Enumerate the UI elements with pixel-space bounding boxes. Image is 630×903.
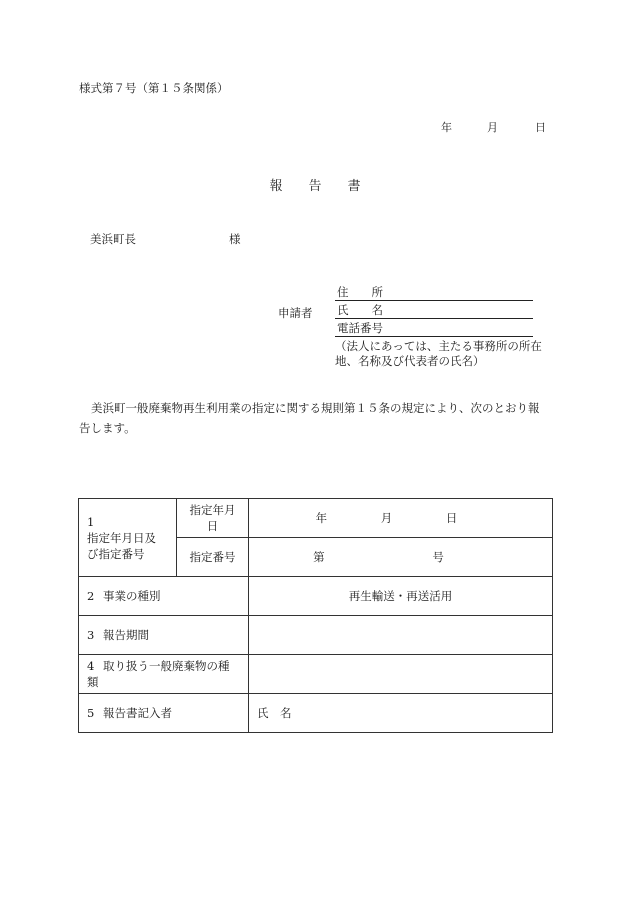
addressee-name: 美浜町長 <box>90 232 136 246</box>
designation-label-cell <box>79 499 177 577</box>
date-month-label: 月 <box>487 121 498 134</box>
row-number: 5 <box>87 706 95 720</box>
designation-date-value-cell[interactable] <box>249 499 553 538</box>
business-type-value: 再生輸送・再送活用 <box>348 589 453 603</box>
address-field[interactable] <box>335 284 533 301</box>
name-field[interactable] <box>335 302 533 319</box>
business-type-value-cell[interactable] <box>249 577 553 616</box>
designation-date-label: 指定年月日 <box>189 503 236 533</box>
designation-number-value-cell[interactable] <box>249 538 553 577</box>
designation-number-prefix: 第 <box>313 550 325 564</box>
waste-type-label: 取り扱う一般廃棄物の種類 <box>87 659 230 689</box>
waste-type-value-cell[interactable] <box>249 655 553 694</box>
report-period-label-cell <box>79 616 249 655</box>
phone-label: 電話番号 <box>337 321 383 335</box>
waste-type-label-cell <box>79 655 249 694</box>
document-title: 報告書 <box>269 179 387 194</box>
designation-number-label: 指定番号 <box>189 550 236 564</box>
date-day-label: 日 <box>535 121 546 134</box>
business-type-label: 事業の種別 <box>103 589 161 603</box>
designation-year: 年 <box>315 511 328 525</box>
designation-month: 月 <box>380 511 393 525</box>
report-period-label: 報告期間 <box>103 628 149 642</box>
corporation-note: （法人にあっては、主たる事務所の所在地、名称及び代表者の氏名） <box>335 339 542 368</box>
report-statement: 美浜町一般廃棄物再生利用業の指定に関する規則第１５条の規定により、次のとおり報告します。 <box>79 401 540 435</box>
submission-date <box>437 119 547 133</box>
designation-day: 日 <box>445 511 458 525</box>
row-number: 3 <box>87 628 95 642</box>
report-period-value-cell[interactable] <box>249 616 553 655</box>
date-year-label: 年 <box>441 121 452 134</box>
form-number: 様式第７号（第１５条関係） <box>79 81 229 95</box>
reporter-value-cell[interactable] <box>249 694 553 733</box>
row-number: 4 <box>87 659 95 673</box>
report-table <box>78 498 553 733</box>
applicant-label: 申請者 <box>278 306 313 320</box>
table-row <box>79 616 553 655</box>
table-row <box>79 655 553 694</box>
designation-number-suffix: 号 <box>432 550 444 564</box>
designation-label: 指定年月日及び指定番号 <box>87 530 156 561</box>
designation-date-label-cell <box>177 499 249 538</box>
business-type-label-cell <box>79 577 249 616</box>
row-number: 2 <box>87 589 95 603</box>
reporter-label: 報告書記入者 <box>103 706 172 720</box>
reporter-label-cell <box>79 694 249 733</box>
addressee-honorific: 様 <box>229 232 241 246</box>
table-row <box>79 499 553 538</box>
designation-number-label-cell <box>177 538 249 577</box>
reporter-name-label: 氏 名 <box>257 706 292 720</box>
row-number: 1 <box>87 514 95 529</box>
table-row <box>79 577 553 616</box>
name-label: 氏 名 <box>337 303 383 317</box>
table-row <box>79 694 553 733</box>
address-label: 住 所 <box>337 285 383 299</box>
phone-field[interactable] <box>335 320 533 337</box>
